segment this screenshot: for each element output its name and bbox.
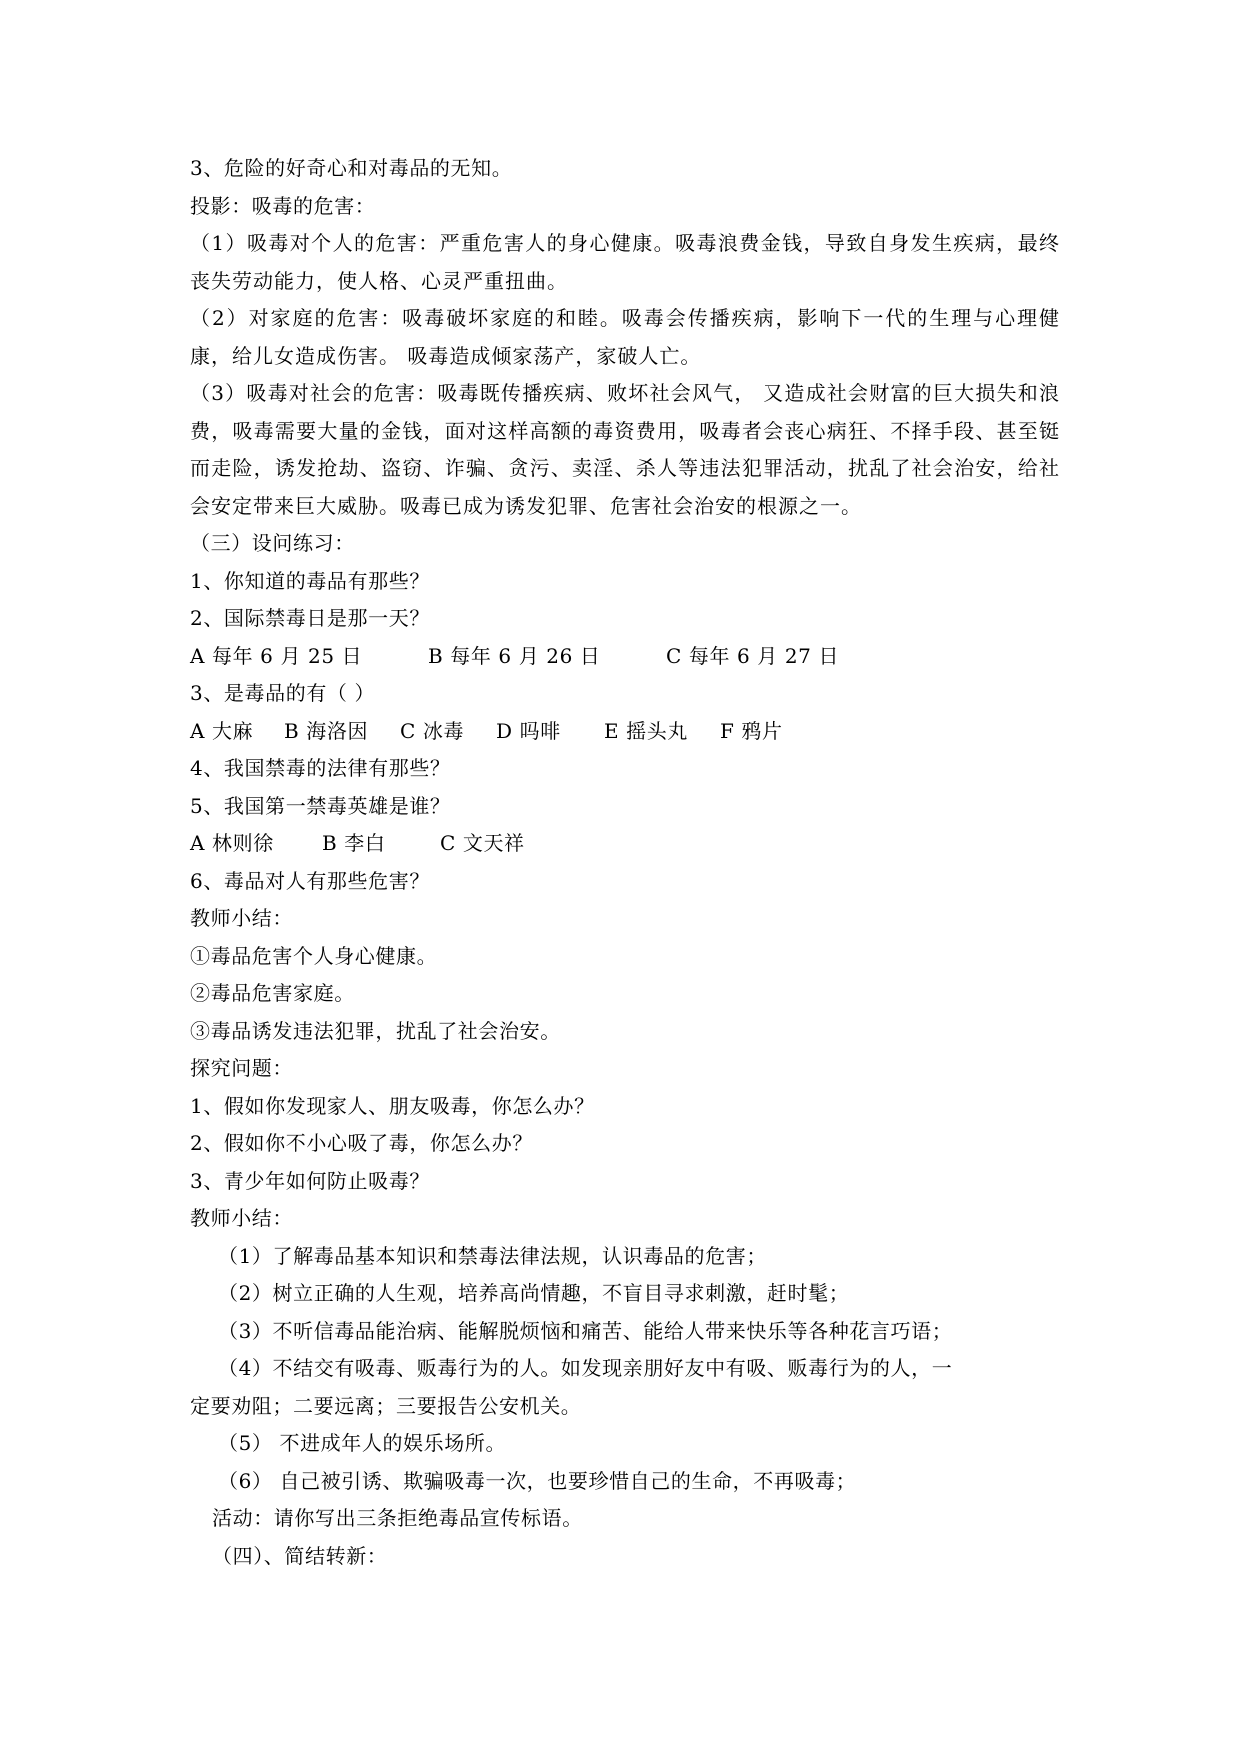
summary-item-continuation: 定要劝阻；二要远离；三要报告公安机关。 <box>190 1393 582 1418</box>
summary-heading: 教师小结： <box>190 1206 293 1230</box>
paragraph-family-harm: （2）对家庭的危害：吸毒破坏家庭的和睦。吸毒会传播疾病，影响下一代的生理与心理健康，给儿女造成伤害。 吸毒造成倾家荡产，家破人亡。 <box>190 306 1060 368</box>
option: A 林则徐 <box>190 831 274 855</box>
summary-item: ③毒品诱发违法犯罪，扰乱了社会治安。 <box>190 1018 561 1043</box>
activity-line: 活动：请你写出三条拒绝毒品宣传标语。 <box>212 1506 583 1530</box>
question: 3、是毒品的有（ ） <box>190 681 376 705</box>
option: E 摇头丸 <box>604 718 688 743</box>
text-line: 投影：吸毒的危害： <box>190 193 376 218</box>
option: F 鸦片 <box>720 718 783 743</box>
paragraph-society-harm: （3）吸毒对社会的危害：吸毒既传播疾病、败坏社会风气， 又造成社会财富的巨大损失和浪费，吸毒需要大量的金钱，面对这样高额的毒资费用，吸毒者会丧心病狂、不择手段、甚至铤而走险，诱发抢劫、盗窃、诈骗、贪污、卖淫、杀人等违法犯罪活动，扰乱了社会治安，给社会安定带来巨大威胁。吸毒已成为诱发犯罪、危害社会治安的根源之一。 <box>190 381 1060 518</box>
question-options <box>190 638 1060 676</box>
question: 2、国际禁毒日是那一天？ <box>190 606 430 630</box>
question: 6、毒品对人有那些危害？ <box>190 868 430 893</box>
option: C 文天祥 <box>440 831 525 855</box>
summary-item: （4）不结交有吸毒、贩毒行为的人。如发现亲朋好友中有吸、贩毒行为的人，一 <box>218 1356 953 1380</box>
text-line: 3、危险的好奇心和对毒品的无知。 <box>190 156 513 180</box>
option: B 李白 <box>322 831 386 855</box>
explore-heading: 探究问题： <box>190 1056 293 1080</box>
section-heading: （四）、简结转新： <box>212 1543 388 1568</box>
summary-item: （3）不听信毒品能治病、能解脱烦恼和痛苦、能给人带来快乐等各种花言巧语； <box>218 1318 953 1343</box>
option: C 冰毒 <box>400 718 465 743</box>
summary-item: （1）了解毒品基本知识和禁毒法律法规，认识毒品的危害； <box>218 1243 767 1268</box>
paragraph-personal-harm: （1）吸毒对个人的危害：严重危害人的身心健康。吸毒浪费金钱，导致自身发生疾病，最终丧失劳动能力，使人格、心灵严重扭曲。 <box>190 231 1060 293</box>
summary-item: ②毒品危害家庭。 <box>190 981 355 1005</box>
option: A 大麻 <box>190 718 254 743</box>
option: B 海洛因 <box>284 718 369 743</box>
summary-item: （5） 不进成年人的娱乐场所。 <box>218 1431 507 1455</box>
option: B 每年 6 月 26 日 <box>428 643 601 668</box>
summary-item: ①毒品危害个人身心健康。 <box>190 943 438 968</box>
question: 5、我国第一禁毒英雄是谁？ <box>190 793 451 818</box>
explore-question: 3、青少年如何防止吸毒？ <box>190 1168 430 1193</box>
explore-question: 1、假如你发现家人、朋友吸毒，你怎么办？ <box>190 1093 595 1118</box>
question: 4、我国禁毒的法律有那些？ <box>190 756 451 780</box>
summary-item: （6） 自己被引诱、欺骗吸毒一次，也要珍惜自己的生命，不再吸毒； <box>218 1468 857 1493</box>
question-options <box>190 713 1060 751</box>
option: D 吗啡 <box>496 718 561 743</box>
section-heading: （三）设问练习： <box>190 531 355 555</box>
summary-item: （2）树立正确的人生观，培养高尚情趣，不盲目寻求刺激，赶时髦； <box>218 1281 850 1305</box>
question-options <box>190 825 1060 863</box>
question: 1、你知道的毒品有那些？ <box>190 568 430 593</box>
option: A 每年 6 月 25 日 <box>190 643 363 668</box>
document-page <box>190 150 1060 1575</box>
summary-heading: 教师小结： <box>190 906 293 930</box>
option: C 每年 6 月 27 日 <box>666 643 840 668</box>
explore-question: 2、假如你不小心吸了毒，你怎么办？ <box>190 1131 533 1155</box>
